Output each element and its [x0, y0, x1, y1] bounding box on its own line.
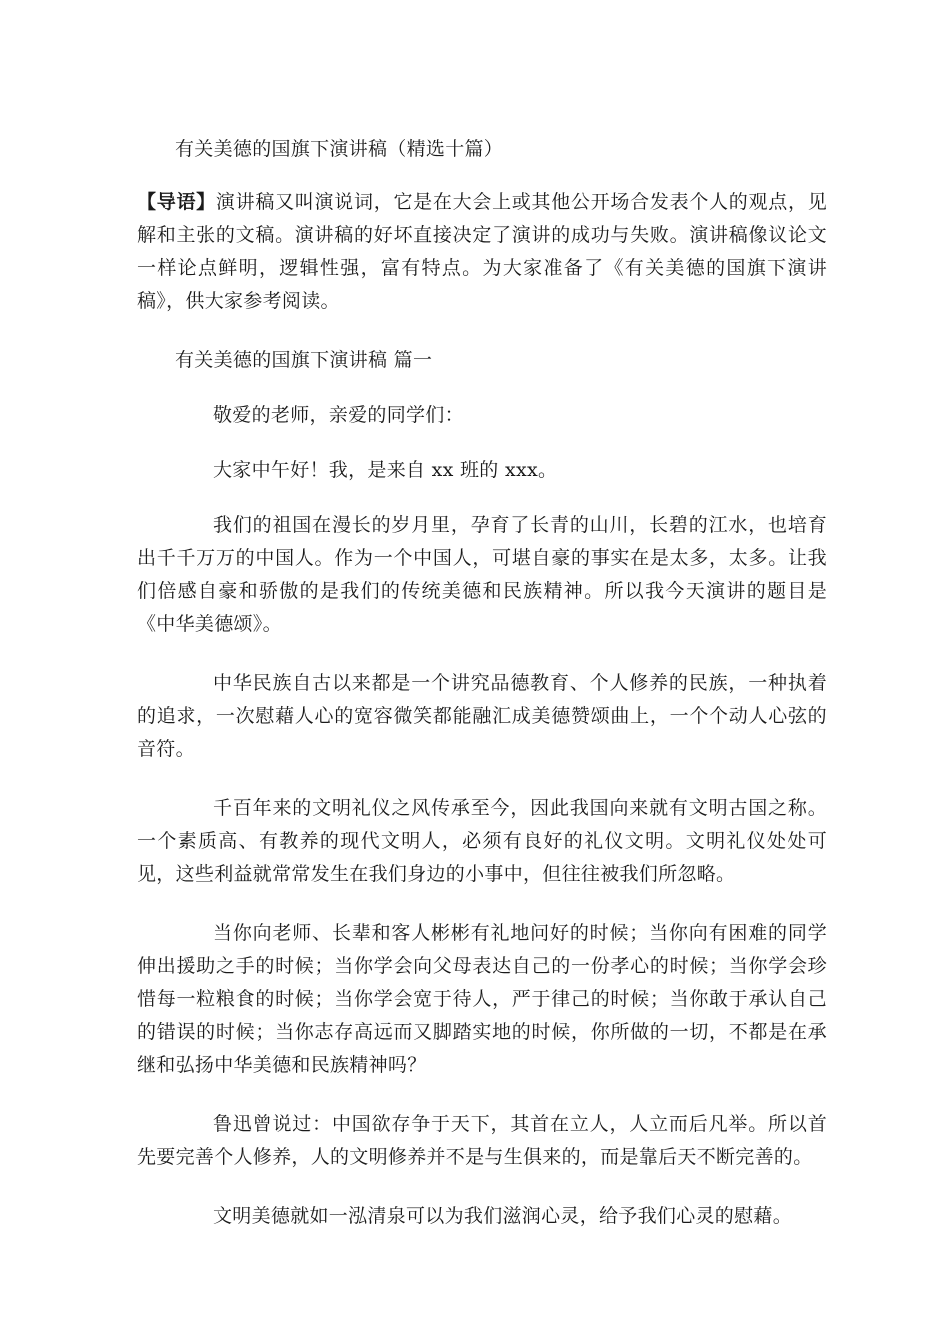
lead-paragraph	[137, 186, 827, 318]
body-paragraph-3: 千百年来的文明礼仪之风传承至今，因此我国向来就有文明古国之称。一个素质高、有教养的现代文明人，必须有良好的礼仪文明。文明礼仪处处可见，这些利益就常常发生在我们身边的小事中，但往往被我们所忽略。	[137, 797, 827, 885]
body-paragraph-2: 中华民族自古以来都是一个讲究品德教育、个人修养的民族，一种执着的追求，一次慰藉人心的宽容微笑都能融汇成美德赞颂曲上，一个个动人心弦的音符。	[137, 672, 827, 760]
salutation: 敬爱的老师，亲爱的同学们：	[213, 404, 464, 426]
section-title: 有关美德的国旗下演讲稿 篇一	[175, 349, 433, 371]
body-paragraph-4: 当你向老师、长辈和客人彬彬有礼地问好的时候；当你向有困难的同学伸出援助之手的时候；当你学会向父母表达自己的一份孝心的时候；当你学会珍惜每一粒粮食的时候；当你学会宽于待人，严于律己的时候；当你敢于承认自己的错误的时候；当你志存高远而又脚踏实地的时候，你所做的一切，不都是在承继和弘扬中华美德和民族精神吗？	[137, 922, 827, 1076]
body-paragraph-5: 鲁迅曾说过：中国欲存争于天下，其首在立人，人立而后凡举。所以首先要完善个人修养，人的文明修养并不是与生俱来的，而是靠后天不断完善的。	[137, 1113, 827, 1168]
body-paragraph-6: 文明美德就如一泓清泉可以为我们滋润心灵，给予我们心灵的慰藉。	[213, 1205, 793, 1227]
body-paragraph-1: 我们的祖国在漫长的岁月里，孕育了长青的山川，长碧的江水，也培育出千千万万的中国人。作为一个中国人，可堪自豪的事实在是太多，太多。让我们倍感自豪和骄傲的是我们的传统美德和民族精神。所以我今天演讲的题目是《中华美德颂》。	[137, 514, 827, 635]
lead-tag: 【导语】	[137, 191, 216, 213]
document-title: 有关美德的国旗下演讲稿（精选十篇）	[175, 138, 504, 160]
greeting: 大家中午好！我，是来自 xx 班的 xxx。	[213, 459, 558, 481]
document-body	[137, 133, 827, 1259]
lead-text: 演讲稿又叫演说词，它是在大会上或其他公开场合发表个人的观点，见解和主张的文稿。演讲稿的好坏直接决定了演讲的成功与失败。演讲稿像议论文一样论点鲜明，逻辑性强，富有特点。为大家准备了《有关美德的国旗下演讲稿》，供大家参考阅读。	[137, 191, 827, 312]
